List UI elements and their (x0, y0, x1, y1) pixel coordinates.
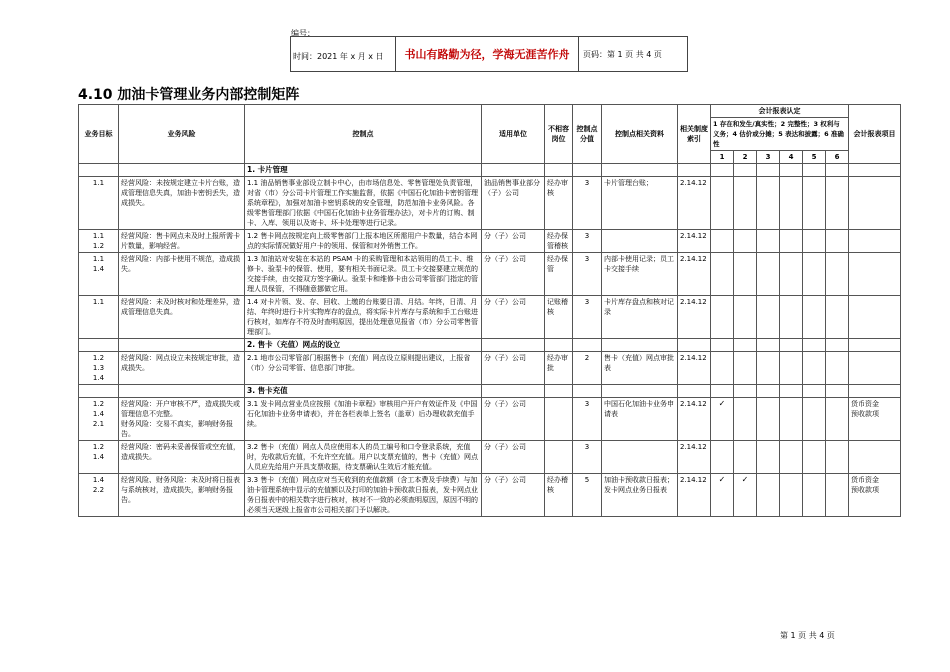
header-docs: 控制点相关资料 (602, 105, 678, 164)
row-assert-check: ✓ (711, 474, 734, 517)
section-row (79, 339, 901, 352)
row-assert-check (780, 253, 803, 296)
row-risk: 经营风险：内部卡使用不规范，造成损失。 (119, 253, 245, 296)
row-ref: 2.14.12 (678, 398, 711, 441)
section-blank (119, 385, 245, 398)
row-unit: 分（子）公司 (482, 352, 545, 385)
page-title: 4.10 加油卡管理业务内部控制矩阵 (78, 87, 300, 103)
section-blank (757, 385, 780, 398)
row-risk: 经营风险、财务风险：未及时将日报表与系统核对，造成损失，影响财务报告。 (119, 474, 245, 517)
section-blank (545, 385, 573, 398)
section-blank (119, 164, 245, 177)
row-ref: 2.14.12 (678, 441, 711, 474)
row-ref: 2.14.12 (678, 296, 711, 339)
row-goal: 1.2 1.3 1.4 (79, 352, 119, 385)
section-blank (803, 339, 826, 352)
row-assert-check (757, 441, 780, 474)
header-assert-title: 会计报表认定 (711, 105, 849, 118)
time-label: 时间：2021 年 x 月 x 日 (293, 52, 384, 61)
section-blank (734, 339, 757, 352)
header-assert-num-2: 2 (734, 151, 757, 164)
row-unit: 油品销售事业部分（子）公司 (482, 177, 545, 230)
row-docs: 内部卡使用记录；员工卡交接手续 (602, 253, 678, 296)
row-score: 3 (573, 398, 602, 441)
section-title: 1. 卡片管理 (245, 164, 482, 177)
row-incompatible: 记账稽核 (545, 296, 573, 339)
row-ref: 2.14.12 (678, 352, 711, 385)
row-goal: 1.1 1.2 (79, 230, 119, 253)
row-assert-check (757, 474, 780, 517)
row-assert-check (826, 177, 849, 230)
row-score: 3 (573, 441, 602, 474)
section-blank (780, 339, 803, 352)
control-matrix-table (78, 104, 901, 517)
row-score: 3 (573, 177, 602, 230)
row-control: 1.1 油品销售事业部设立制卡中心，由市场信息处、零售管理处负责管理，对省（市）分公司卡片管理工作实施监督，依据《中国石化加油卡密钥管理系统章程》，加强对加油卡密钥系统的安全管理，防范加油卡业务风险。各级零售管理部门依据《中国石化加油卡业务管理办法》，对卡片的订购、制卡、入库、领用以及寄卡、坏卡处理等进行记录。 (245, 177, 482, 230)
row-assert-check (757, 230, 780, 253)
row-goal: 1.1 1.4 (79, 253, 119, 296)
row-control: 1.4 对卡片领、发、存、回收、上缴的台账要日清、月结。年终，日清、月结、年终时进行卡片实物库存的盘点，将实际卡片库存与系统和手工台账进行核对，如库存不符及时查明原因，提出处理意见报省（市）分公司零售管理部门。 (245, 296, 482, 339)
row-assert-check (757, 253, 780, 296)
row-assert-check (734, 441, 757, 474)
row-assert-check: ✓ (734, 474, 757, 517)
row-docs: 卡片管理台账； (602, 177, 678, 230)
header-account-items: 会计报表项目 (849, 105, 901, 164)
row-assert-check (826, 398, 849, 441)
row-assert-check (780, 352, 803, 385)
row-risk: 经营风险：未及时核对和处理差异，造成管理信息失真。 (119, 296, 245, 339)
row-control: 2.1 地市公司零管部门根据售卡（充值）网点设立原则提出建议，上报省（市）分公司零管、信息部门审批。 (245, 352, 482, 385)
section-blank (678, 164, 711, 177)
section-blank (711, 339, 734, 352)
header-ref: 相关制度索引 (678, 105, 711, 164)
row-assert-check (803, 398, 826, 441)
row-assert-check (780, 296, 803, 339)
section-blank (79, 385, 119, 398)
row-assert-check (803, 441, 826, 474)
section-blank (734, 164, 757, 177)
section-blank (482, 385, 545, 398)
row-assert-check (780, 474, 803, 517)
header-risk: 业务风险 (119, 105, 245, 164)
page-footer: 第 1 页 共 4 页 (780, 631, 835, 640)
section-blank (602, 339, 678, 352)
section-blank (849, 385, 901, 398)
header-assert-desc: 1 存在和发生/真实性；2 完整性；3 权利与义务；4 估价或分摊；5 表达和披露；6 准确性 (711, 118, 849, 151)
row-docs: 卡片库存盘点和核对记录 (602, 296, 678, 339)
document-number-label: 编号： (291, 29, 315, 38)
header-assert-num-5: 5 (803, 151, 826, 164)
section-blank (573, 339, 602, 352)
header-assert-num-3: 3 (757, 151, 780, 164)
header-assert-num-6: 6 (826, 151, 849, 164)
section-blank (711, 164, 734, 177)
row-assert-check (734, 253, 757, 296)
section-blank (826, 339, 849, 352)
section-blank (79, 164, 119, 177)
row-account-items (849, 441, 901, 474)
row-incompatible: 经办审核 (545, 177, 573, 230)
row-goal: 1.2 1.4 2.1 (79, 398, 119, 441)
row-unit: 分（子）公司 (482, 253, 545, 296)
row-unit: 分（子）公司 (482, 474, 545, 517)
header-control: 控制点 (245, 105, 482, 164)
header-unit: 适用单位 (482, 105, 545, 164)
row-assert-check (826, 441, 849, 474)
row-incompatible: 经办保管 (545, 253, 573, 296)
row-score: 2 (573, 352, 602, 385)
row-incompatible: 经办审批 (545, 352, 573, 385)
row-assert-check (826, 474, 849, 517)
row-docs: 中国石化加油卡业务申请表 (602, 398, 678, 441)
section-blank (573, 164, 602, 177)
header-goal: 业务目标 (79, 105, 119, 164)
row-ref: 2.14.12 (678, 230, 711, 253)
row-ref: 2.14.12 (678, 474, 711, 517)
row-score: 5 (573, 474, 602, 517)
row-score: 3 (573, 296, 602, 339)
section-blank (678, 339, 711, 352)
row-assert-check (780, 398, 803, 441)
row-control: 1.3 加油站对安装在本站的 PSAM 卡的采购管理和本站领用的员工卡、维修卡、验泵卡的保管、使用，要有相关书面记录。员工卡交接要建立规范的交接手续，由交接双方签字确认。验泵卡和维修卡由公司零管部门指定的管理人员保管，不得随意挪做它用。 (245, 253, 482, 296)
row-goal: 1.2 1.4 (79, 441, 119, 474)
row-ref: 2.14.12 (678, 253, 711, 296)
section-blank (482, 339, 545, 352)
document-header (290, 36, 688, 72)
section-blank (79, 339, 119, 352)
row-assert-check (734, 230, 757, 253)
row-account-items (849, 253, 901, 296)
table-row (79, 441, 901, 474)
section-blank (757, 164, 780, 177)
row-assert-check (734, 398, 757, 441)
section-blank (119, 339, 245, 352)
row-assert-check (711, 441, 734, 474)
section-blank (803, 385, 826, 398)
table-row (79, 474, 901, 517)
row-incompatible: 经办保管稽核 (545, 230, 573, 253)
row-account-items (849, 352, 901, 385)
row-goal: 1.4 2.2 (79, 474, 119, 517)
row-docs (602, 230, 678, 253)
section-blank (602, 164, 678, 177)
row-assert-check (734, 177, 757, 230)
row-assert-check (826, 230, 849, 253)
header-incompatible: 不相容岗位 (545, 105, 573, 164)
row-assert-check (757, 352, 780, 385)
row-risk: 经营风险：未按规定建立卡片台账，造成管理信息失真，加油卡密钥丢失，造成损失。 (119, 177, 245, 230)
row-assert-check (734, 296, 757, 339)
time-cell (291, 37, 396, 71)
row-incompatible (545, 441, 573, 474)
section-blank (826, 385, 849, 398)
row-control: 3.3 售卡（充值）网点应对当天收到的充值款额（含工本费及手续费）与加油卡管理系统中显示的充值额以及打印的加油卡预收款日报表，发卡网点业务日报表中的相关数字进行核对，核对不一致的必须查明原因，原因不明的必须当天逐级上报省市公司相关部门予以解决。 (245, 474, 482, 517)
row-assert-check (780, 230, 803, 253)
row-assert-check (711, 296, 734, 339)
row-account-items (849, 230, 901, 253)
row-control: 1.2 售卡网点按规定向上级零售部门上报本地区所需用户卡数量，结合本网点的实际情况做好用户卡的领用、保管和对外销售工作。 (245, 230, 482, 253)
table-row (79, 352, 901, 385)
row-incompatible: 经办稽核 (545, 474, 573, 517)
section-blank (780, 164, 803, 177)
header-assert-num-4: 4 (780, 151, 803, 164)
section-blank (573, 385, 602, 398)
section-blank (734, 385, 757, 398)
section-blank (757, 339, 780, 352)
row-unit: 分（子）公司 (482, 398, 545, 441)
row-assert-check (757, 398, 780, 441)
row-docs (602, 441, 678, 474)
motto: 书山有路勤为径，学海无涯苦作舟 (396, 37, 579, 71)
row-assert-check (711, 253, 734, 296)
row-assert-check (711, 352, 734, 385)
row-docs: 加油卡预收款日报表；发卡网点业务日报表 (602, 474, 678, 517)
section-blank (849, 164, 901, 177)
row-assert-check (803, 230, 826, 253)
row-assert-check: ✓ (711, 398, 734, 441)
row-docs: 售卡（充值）网点审批表 (602, 352, 678, 385)
table-row (79, 398, 901, 441)
table-row (79, 253, 901, 296)
row-ref: 2.14.12 (678, 177, 711, 230)
row-risk: 经营风险：密码未妥善保管或空充值，造成损失。 (119, 441, 245, 474)
row-score: 3 (573, 253, 602, 296)
row-assert-check (803, 253, 826, 296)
row-assert-check (757, 177, 780, 230)
section-row (79, 164, 901, 177)
section-blank (780, 385, 803, 398)
row-unit: 分（子）公司 (482, 441, 545, 474)
row-assert-check (826, 352, 849, 385)
row-score: 3 (573, 230, 602, 253)
section-blank (602, 385, 678, 398)
row-unit: 分（子）公司 (482, 230, 545, 253)
header-score: 控制点分值 (573, 105, 602, 164)
row-assert-check (803, 352, 826, 385)
row-account-items: 货币资金 预收款项 (849, 398, 901, 441)
section-blank (678, 385, 711, 398)
row-account-items (849, 177, 901, 230)
row-assert-check (803, 177, 826, 230)
row-goal: 1.1 (79, 296, 119, 339)
section-blank (826, 164, 849, 177)
row-assert-check (803, 296, 826, 339)
row-assert-check (826, 296, 849, 339)
section-blank (849, 339, 901, 352)
row-assert-check (757, 296, 780, 339)
section-title: 3. 售卡充值 (245, 385, 482, 398)
section-blank (545, 339, 573, 352)
row-incompatible (545, 398, 573, 441)
row-account-items: 货币资金 预收款项 (849, 474, 901, 517)
section-blank (482, 164, 545, 177)
row-assert-check (711, 177, 734, 230)
row-assert-check (711, 230, 734, 253)
row-account-items (849, 296, 901, 339)
section-blank (711, 385, 734, 398)
row-goal: 1.1 (79, 177, 119, 230)
row-assert-check (780, 177, 803, 230)
row-assert-check (826, 253, 849, 296)
row-control: 3.2 售卡（充值）网点人员应使用本人的员工编号和口令登录系统，充值时，先收款后充值，不允许空充值。用户以支票充值的，售卡（充值）网点人员应先给用户开具支票收据，待支票确认生效后才能充值。 (245, 441, 482, 474)
row-assert-check (803, 474, 826, 517)
row-risk: 经营风险：开户审核不严，造成损失或管理信息不完整。 财务风险：交易不真实，影响财务报告。 (119, 398, 245, 441)
table-row (79, 177, 901, 230)
row-unit: 分（子）公司 (482, 296, 545, 339)
row-assert-check (734, 352, 757, 385)
section-blank (545, 164, 573, 177)
section-row (79, 385, 901, 398)
row-risk: 经营风险：售卡网点未及时上报所需卡片数量，影响经营。 (119, 230, 245, 253)
section-title: 2. 售卡（充值）网点的设立 (245, 339, 482, 352)
row-risk: 经营风险：网点设立未按规定审批，造成损失。 (119, 352, 245, 385)
section-blank (803, 164, 826, 177)
table-row (79, 296, 901, 339)
row-assert-check (780, 441, 803, 474)
row-control: 3.1 发卡网点营业员应按照《加油卡章程》审核用户开户有效证件及《中国石化加油卡业务申请表》，并在各栏表单上签名（盖章）后办理收款充值手续。 (245, 398, 482, 441)
page-label: 页码：第 1 页 共 4 页 (583, 49, 662, 59)
table-row (79, 230, 901, 253)
header-assert-num-1: 1 (711, 151, 734, 164)
